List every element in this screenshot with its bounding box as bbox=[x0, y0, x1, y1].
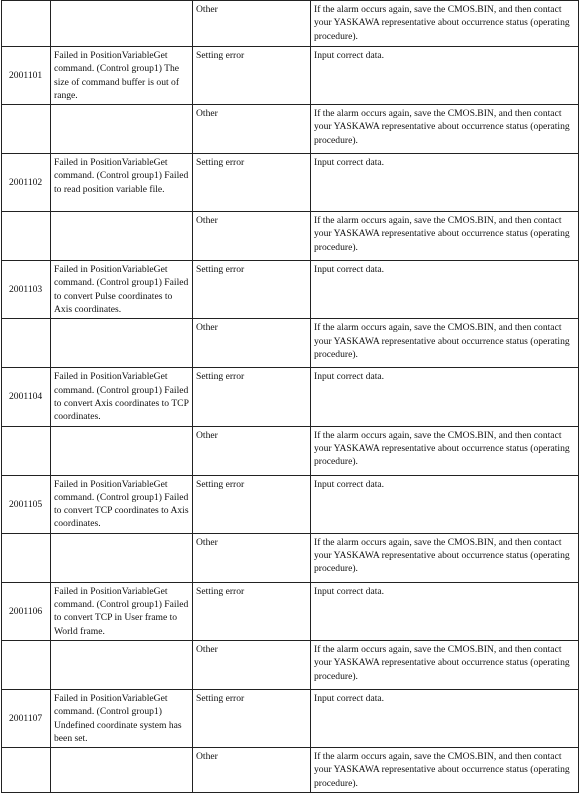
remedy-cell: Input correct data. bbox=[311, 689, 579, 747]
table-row bbox=[2, 582, 579, 640]
remedy-cell: Input correct data. bbox=[311, 582, 579, 640]
remedy-cell: If the alarm occurs again, save the CMOS.BIN, and then contact your YASKAWA representative about occurrence status (operating procedure). bbox=[311, 105, 579, 154]
alarm-code-cell bbox=[2, 426, 51, 475]
description-cell: Failed in PositionVariableGet command. (Control group1) Undefined coordinate system has been set. bbox=[51, 689, 193, 747]
description-cell bbox=[51, 1, 193, 47]
alarm-table bbox=[1, 0, 579, 793]
alarm-code-cell bbox=[2, 105, 51, 154]
table-row bbox=[2, 154, 579, 212]
remedy-cell: If the alarm occurs again, save the CMOS.BIN, and then contact your YASKAWA representative about occurrence status (operating procedure). bbox=[311, 212, 579, 261]
alarm-code-cell: 2001103 bbox=[2, 261, 51, 319]
alarm-code-cell: 2001104 bbox=[2, 368, 51, 426]
alarm-code-cell: 2001101 bbox=[2, 47, 51, 105]
cause-cell: Setting error bbox=[193, 475, 311, 533]
remedy-cell: If the alarm occurs again, save the CMOS.BIN, and then contact your YASKAWA representative about occurrence status (operating procedure). bbox=[311, 640, 579, 689]
alarm-code-cell bbox=[2, 319, 51, 368]
remedy-cell: If the alarm occurs again, save the CMOS.BIN, and then contact your YASKAWA representative about occurrence status (operating procedure). bbox=[311, 748, 579, 793]
cause-cell: Other bbox=[193, 640, 311, 689]
remedy-cell: Input correct data. bbox=[311, 154, 579, 212]
description-cell: Failed in PositionVariableGet command. (Control group1) Failed to convert Axis coordinates to TCP coordinates. bbox=[51, 368, 193, 426]
alarm-code-cell bbox=[2, 212, 51, 261]
table-row bbox=[2, 689, 579, 747]
description-cell bbox=[51, 426, 193, 475]
cause-cell: Setting error bbox=[193, 154, 311, 212]
description-cell: Failed in PositionVariableGet command. (Control group1) Failed to convert Pulse coordinates to Axis coordinates. bbox=[51, 261, 193, 319]
table-row bbox=[2, 105, 579, 154]
table-row bbox=[2, 426, 579, 475]
cause-cell: Other bbox=[193, 105, 311, 154]
remedy-cell: If the alarm occurs again, save the CMOS.BIN, and then contact your YASKAWA representative about occurrence status (operating procedure). bbox=[311, 1, 579, 47]
remedy-cell: Input correct data. bbox=[311, 47, 579, 105]
alarm-code-cell: 2001107 bbox=[2, 689, 51, 747]
cause-cell: Other bbox=[193, 212, 311, 261]
table-row bbox=[2, 1, 579, 47]
description-cell bbox=[51, 212, 193, 261]
remedy-cell: If the alarm occurs again, save the CMOS.BIN, and then contact your YASKAWA representative about occurrence status (operating procedure). bbox=[311, 319, 579, 368]
alarm-code-cell bbox=[2, 1, 51, 47]
cause-cell: Setting error bbox=[193, 47, 311, 105]
description-cell bbox=[51, 640, 193, 689]
remedy-cell: Input correct data. bbox=[311, 261, 579, 319]
cause-cell: Setting error bbox=[193, 689, 311, 747]
alarm-code-cell: 2001106 bbox=[2, 582, 51, 640]
description-cell: Failed in PositionVariableGet command. (Control group1) Failed to convert TCP in User frame to World frame. bbox=[51, 582, 193, 640]
description-cell bbox=[51, 319, 193, 368]
cause-cell: Other bbox=[193, 748, 311, 793]
alarm-code-cell: 2001102 bbox=[2, 154, 51, 212]
description-cell bbox=[51, 105, 193, 154]
table-row bbox=[2, 319, 579, 368]
remedy-cell: If the alarm occurs again, save the CMOS.BIN, and then contact your YASKAWA representative about occurrence status (operating procedure). bbox=[311, 426, 579, 475]
cause-cell: Other bbox=[193, 319, 311, 368]
description-cell bbox=[51, 748, 193, 793]
cause-cell: Setting error bbox=[193, 261, 311, 319]
table-row bbox=[2, 368, 579, 426]
cause-cell: Setting error bbox=[193, 582, 311, 640]
cause-cell: Other bbox=[193, 533, 311, 582]
alarm-code-cell bbox=[2, 640, 51, 689]
cause-cell: Setting error bbox=[193, 368, 311, 426]
description-cell: Failed in PositionVariableGet command. (Control group1) Failed to convert TCP coordinates to Axis coordinates. bbox=[51, 475, 193, 533]
alarm-code-cell bbox=[2, 748, 51, 793]
table-row bbox=[2, 212, 579, 261]
table-row bbox=[2, 748, 579, 793]
table-row bbox=[2, 475, 579, 533]
alarm-code-cell: 2001105 bbox=[2, 475, 51, 533]
description-cell: Failed in PositionVariableGet command. (Control group1) Failed to read position variable file. bbox=[51, 154, 193, 212]
remedy-cell: Input correct data. bbox=[311, 475, 579, 533]
description-cell: Failed in PositionVariableGet command. (Control group1) The size of command buffer is out of range. bbox=[51, 47, 193, 105]
cause-cell: Other bbox=[193, 1, 311, 47]
alarm-code-cell bbox=[2, 533, 51, 582]
remedy-cell: Input correct data. bbox=[311, 368, 579, 426]
remedy-cell: If the alarm occurs again, save the CMOS.BIN, and then contact your YASKAWA representative about occurrence status (operating procedure). bbox=[311, 533, 579, 582]
table-row bbox=[2, 533, 579, 582]
table-row bbox=[2, 47, 579, 105]
cause-cell: Other bbox=[193, 426, 311, 475]
table-row bbox=[2, 640, 579, 689]
table-row bbox=[2, 261, 579, 319]
description-cell bbox=[51, 533, 193, 582]
